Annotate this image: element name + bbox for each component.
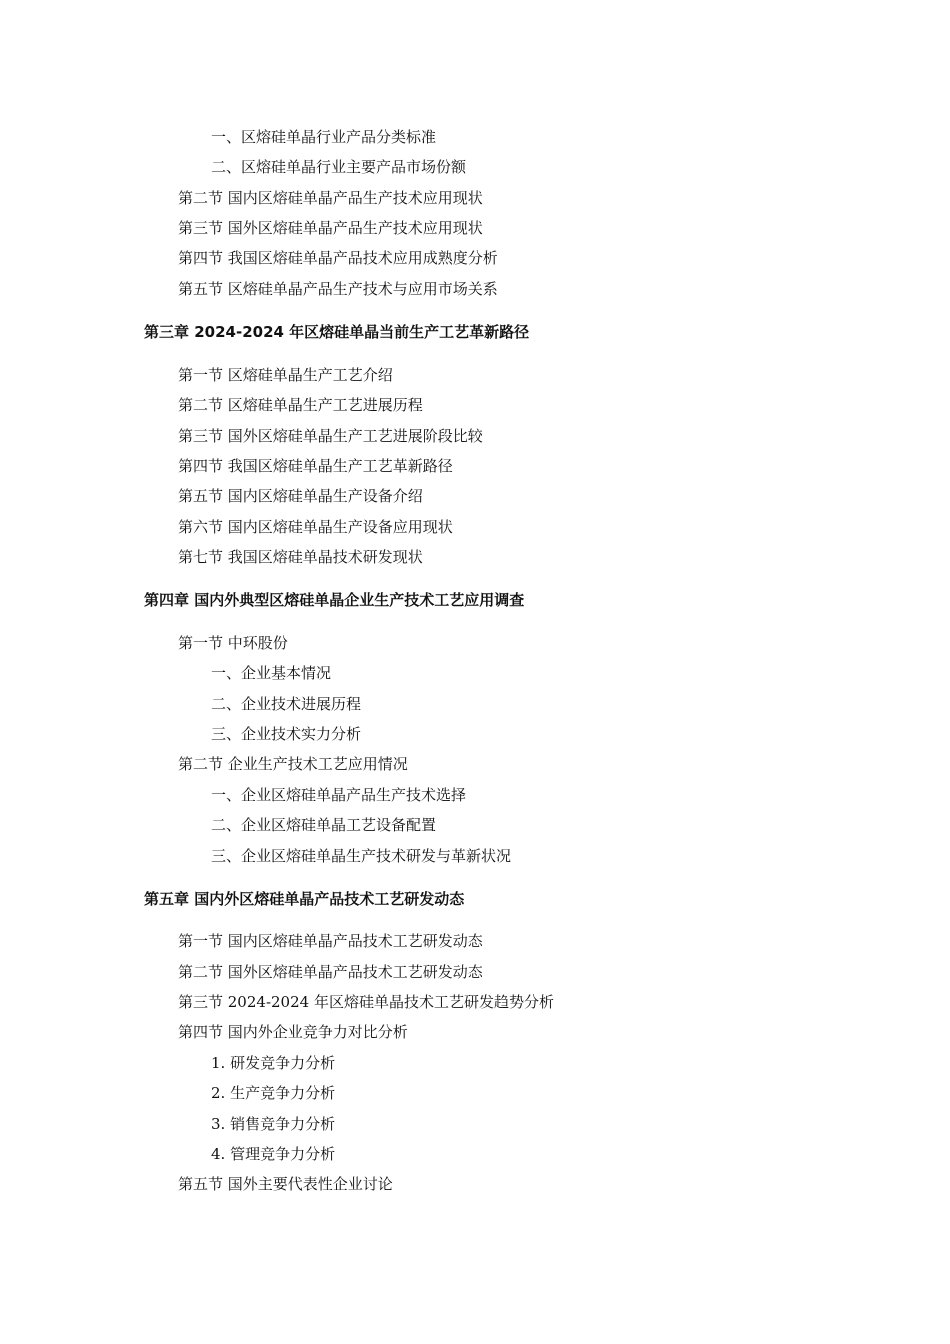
- toc-section: 第五节 国内区熔硅单晶生产设备介绍: [178, 487, 423, 505]
- toc-section: 第二节 区熔硅单晶生产工艺进展历程: [178, 396, 423, 414]
- toc-item: 三、企业技术实力分析: [211, 725, 362, 743]
- toc-section: 第七节 我国区熔硅单晶技术研发现状: [178, 548, 423, 566]
- toc-section: 第二节 国外区熔硅单晶产品技术工艺研发动态: [178, 963, 483, 981]
- toc-section: 第二节 企业生产技术工艺应用情况: [178, 755, 408, 773]
- toc-item: 1. 研发竞争力分析: [211, 1054, 336, 1072]
- toc-item: 一、企业区熔硅单晶产品生产技术选择: [211, 786, 467, 804]
- toc-item: 一、区熔硅单晶行业产品分类标准: [211, 128, 437, 146]
- toc-item: 2. 生产竞争力分析: [211, 1084, 336, 1102]
- toc-item: 一、企业基本情况: [211, 664, 332, 682]
- toc-section: 第五节 国外主要代表性企业讨论: [178, 1175, 393, 1193]
- toc-section: 第一节 中环股份: [178, 634, 288, 652]
- toc-section: 第四节 我国区熔硅单晶生产工艺革新路径: [178, 457, 453, 475]
- toc-section: 第三节 国外区熔硅单晶生产工艺进展阶段比较: [178, 427, 483, 445]
- toc-section: 第三节 国外区熔硅单晶产品生产技术应用现状: [178, 219, 483, 237]
- toc-section: 第一节 区熔硅单晶生产工艺介绍: [178, 366, 393, 384]
- toc-item: 二、企业技术进展历程: [211, 695, 362, 713]
- toc-item: 三、企业区熔硅单晶生产技术研发与革新状况: [211, 847, 512, 865]
- toc-section: 第五节 区熔硅单晶产品生产技术与应用市场关系: [178, 280, 498, 298]
- toc-item: 二、企业区熔硅单晶工艺设备配置: [211, 816, 437, 834]
- toc-section: 第四节 国内外企业竞争力对比分析: [178, 1023, 408, 1041]
- toc-item: 二、区熔硅单晶行业主要产品市场份额: [211, 158, 467, 176]
- toc-section: 第四节 我国区熔硅单晶产品技术应用成熟度分析: [178, 249, 498, 267]
- toc-section: 第三节 2024-2024 年区熔硅单晶技术工艺研发趋势分析: [178, 993, 554, 1011]
- toc-section: 第六节 国内区熔硅单晶生产设备应用现状: [178, 518, 453, 536]
- toc-item: 4. 管理竞争力分析: [211, 1145, 336, 1163]
- toc-item: 3. 销售竞争力分析: [211, 1115, 336, 1133]
- toc-chapter-heading: 第五章 国内外区熔硅单晶产品技术工艺研发动态: [144, 890, 465, 908]
- toc-section: 第二节 国内区熔硅单晶产品生产技术应用现状: [178, 189, 483, 207]
- toc-chapter-heading: 第三章 2024-2024 年区熔硅单晶当前生产工艺革新路径: [144, 323, 530, 341]
- toc-section: 第一节 国内区熔硅单晶产品技术工艺研发动态: [178, 932, 483, 950]
- toc-chapter-heading: 第四章 国内外典型区熔硅单晶企业生产技术工艺应用调查: [144, 591, 525, 609]
